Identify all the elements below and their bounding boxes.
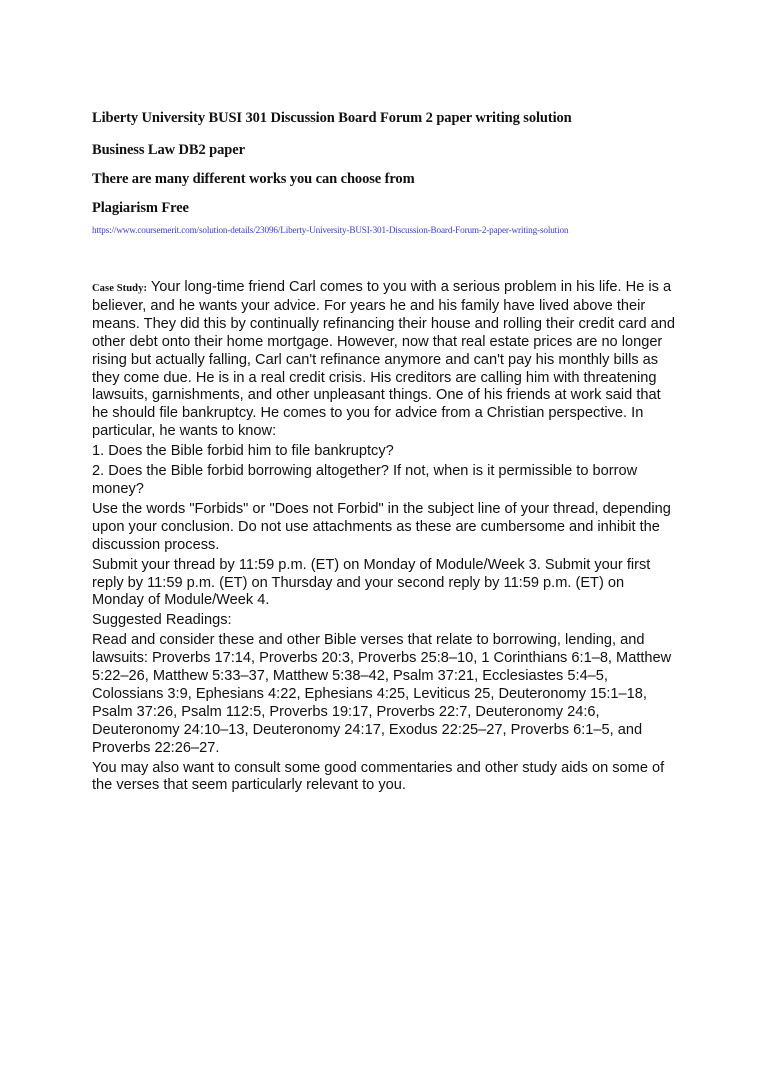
case-study-paragraph xyxy=(92,279,678,441)
plagiarism-note: Plagiarism Free xyxy=(92,200,189,216)
question-2: 2. Does the Bible forbid borrowing altogether? If not, when is it permissible to borrow money? xyxy=(92,463,638,497)
case-study-text: Your long-time friend Carl comes to you with a serious problem in his life. He is a believer, and he wants your advice. For years he and his family have lived above their means. They did this by continually refinancing their house and rolling their credit card and other debt onto their home mortgage. However, now that real estate prices are no longer rising but actually falling, Carl can't refinance anymore and can't pay his monthly bills as they come due. He is in a real credit crisis. His creditors are calling him with threatening lawsuits, garnishments, and other unpleasant things. One of his friends at work said that he should file bankruptcy. He comes to you for advice from a Christian perspective. In particular, he wants to know: xyxy=(92,279,676,440)
readings-heading: Suggested Readings: xyxy=(92,612,232,629)
document-title: Liberty University BUSI 301 Discussion Board Forum 2 paper writing solution xyxy=(92,110,572,126)
document-body xyxy=(92,279,678,797)
solution-link[interactable]: https://www.coursemerit.com/solution-details/23096/Liberty-University-BUSI-301-Discussion-Board-Forum-2-paper-writing-solution xyxy=(92,225,569,235)
works-note: There are many different works you can choose from xyxy=(92,171,415,187)
commentaries-paragraph: You may also want to consult some good commentaries and other study aids on some of the verses that seem particularly relevant to you. xyxy=(92,759,665,794)
case-study-label: Case Study: xyxy=(92,283,148,294)
readings-paragraph: Read and consider these and other Bible verses that relate to borrowing, lending, and lawsuits: Proverbs 17:14, Proverbs 20:3, Proverbs 25:8–10, 1 Corinthians 6:1–8, Matthew 5:22–26, Matthew 5:33–37, Matthew 5:38–42, Psalm 37:21, Ecclesiastes 5:4–5, Colossians 3:9, Ephesians 4:22, Ephesians 4:25, Leviticus 25, Deuteronomy 15:1–18, Psalm 37:26, Psalm 112:5, Proverbs 19:17, Proverbs 22:7, Deuteronomy 24:6, Deuteronomy 24:10–13, Deuteronomy 24:17, Exodus 22:25–27, Proverbs 6:1–5, and Proverbs 22:26–27. xyxy=(92,632,672,756)
document-subtitle: Business Law DB2 paper xyxy=(92,142,245,158)
question-1: 1. Does the Bible forbid him to file bankruptcy? xyxy=(92,443,394,460)
deadlines-paragraph: Submit your thread by 11:59 p.m. (ET) on Monday of Module/Week 3. Submit your first reply by 11:59 p.m. (ET) on Thursday and your second reply by 11:59 p.m. (ET) on Monday of Module/Week 4. xyxy=(92,556,651,609)
instructions-paragraph: Use the words "Forbids" or "Does not Forbid" in the subject line of your thread, depending upon your conclusion. Do not use attachments as these are cumbersome and inhibit the discussion process. xyxy=(92,500,671,553)
